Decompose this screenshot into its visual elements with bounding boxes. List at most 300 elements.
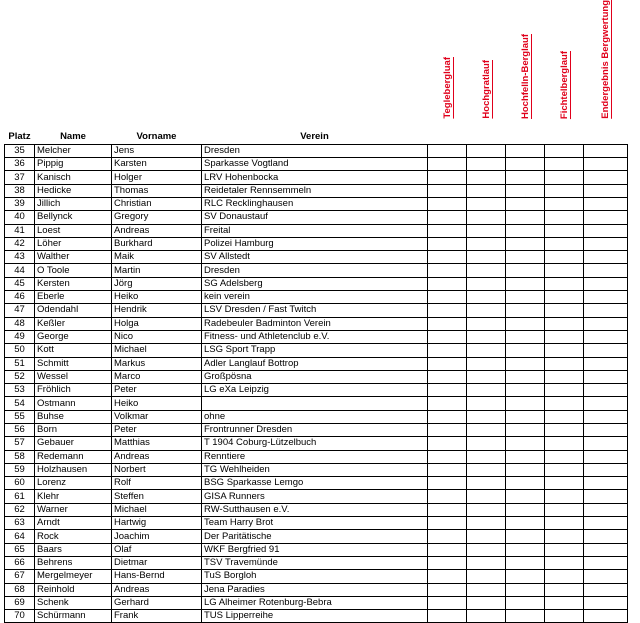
platz-cell: 66 [5,556,35,569]
table-row [5,251,628,264]
table-row [5,277,628,290]
race-result-cell [545,144,584,157]
race-result-cell [506,424,545,437]
race-result-cell [467,370,506,383]
vorname-cell: Martin [112,264,202,277]
race-result-cell [428,384,467,397]
race-result-cell [428,344,467,357]
race-result-cell [506,397,545,410]
name-cell: O Toole [35,264,112,277]
name-cell: Kersten [35,277,112,290]
platz-cell: 55 [5,410,35,423]
race-result-cell [506,530,545,543]
name-cell: Reinhold [35,583,112,596]
vorname-cell: Andreas [112,450,202,463]
race-result-cell [506,330,545,343]
platz-cell: 58 [5,450,35,463]
race-result-cell [584,556,628,569]
race-result-cell [545,570,584,583]
race-result-cell [467,583,506,596]
vorname-cell: Rolf [112,477,202,490]
race-result-cell [545,450,584,463]
verein-cell: Radebeuler Badminton Verein [202,317,428,330]
verein-cell: Renntiere [202,450,428,463]
vorname-cell: Norbert [112,463,202,476]
race-result-cell [467,610,506,623]
race-header-label: Teglebergluaf [441,57,453,119]
race-result-cell [506,596,545,609]
platz-cell: 56 [5,424,35,437]
race-col-spacer [467,123,506,145]
verein-cell: LRV Hohenbocka [202,171,428,184]
race-result-cell [467,144,506,157]
race-result-cell [506,370,545,383]
table-row [5,158,628,171]
race-result-cell [545,397,584,410]
race-result-cell [428,264,467,277]
race-result-cell [545,463,584,476]
race-result-cell [467,410,506,423]
race-result-cell [506,224,545,237]
race-result-cell [506,237,545,250]
table-row [5,424,628,437]
race-result-cell [506,437,545,450]
verein-cell: LG eXa Leipzig [202,384,428,397]
race-result-cell [545,596,584,609]
table-row [5,264,628,277]
race-result-cell [545,530,584,543]
name-cell: Ostmann [35,397,112,410]
platz-cell: 64 [5,530,35,543]
race-result-cell [428,477,467,490]
race-result-cell [428,317,467,330]
verein-cell: SV Donaustauf [202,211,428,224]
race-result-cell [584,503,628,516]
race-result-cell [428,570,467,583]
race-result-cell [428,370,467,383]
platz-cell: 37 [5,171,35,184]
platz-cell: 42 [5,237,35,250]
table-row [5,344,628,357]
table-row [5,197,628,210]
race-result-cell [506,317,545,330]
race-result-cell [428,158,467,171]
race-result-cell [506,556,545,569]
race-header-label: Fichtelberglauf [558,50,570,119]
verein-cell: TSV Travemünde [202,556,428,569]
race-result-cell [545,317,584,330]
race-result-cell [545,197,584,210]
platz-cell: 39 [5,197,35,210]
verein-cell: LSG Sport Trapp [202,344,428,357]
ranking-sheet [4,0,628,623]
race-result-cell [506,171,545,184]
name-cell: Fröhlich [35,384,112,397]
platz-cell: 54 [5,397,35,410]
race-result-cell [584,251,628,264]
race-result-cell [545,211,584,224]
race-result-cell [545,251,584,264]
table-row [5,184,628,197]
race-result-cell [545,224,584,237]
platz-cell: 63 [5,517,35,530]
race-result-cell [584,344,628,357]
verein-cell: kein verein [202,291,428,304]
race-result-cell [506,184,545,197]
race-result-cell [545,330,584,343]
race-result-cell [428,490,467,503]
table-row [5,384,628,397]
race-result-cell [428,211,467,224]
race-result-cell [545,304,584,317]
table-row [5,211,628,224]
name-cell: Kanisch [35,171,112,184]
name-cell: Bellynck [35,211,112,224]
race-result-cell [506,570,545,583]
race-result-cell [428,251,467,264]
race-header [545,0,584,123]
table-row [5,570,628,583]
race-result-cell [506,291,545,304]
race-result-cell [467,517,506,530]
race-result-cell [506,277,545,290]
race-result-cell [584,158,628,171]
platz-cell: 38 [5,184,35,197]
verein-cell: Reidetaler Rennsemmeln [202,184,428,197]
vorname-cell: Heiko [112,291,202,304]
race-result-cell [428,503,467,516]
race-result-cell [506,357,545,370]
name-cell: Hedicke [35,184,112,197]
platz-cell: 51 [5,357,35,370]
race-result-cell [506,264,545,277]
race-result-cell [467,158,506,171]
race-result-cell [545,384,584,397]
table-row [5,477,628,490]
race-result-cell [506,211,545,224]
race-result-cell [428,197,467,210]
race-result-cell [584,463,628,476]
race-header-label: Hochfelln-Berglauf [519,33,531,119]
table-row [5,530,628,543]
vorname-cell: Matthias [112,437,202,450]
race-result-cell [506,463,545,476]
race-result-cell [584,543,628,556]
platz-cell: 52 [5,370,35,383]
race-result-cell [545,171,584,184]
race-result-cell [428,224,467,237]
platz-cell: 40 [5,211,35,224]
ranking-table [4,0,628,623]
platz-cell: 41 [5,224,35,237]
verein-cell: Polizei Hamburg [202,237,428,250]
vorname-cell: Heiko [112,397,202,410]
platz-cell: 45 [5,277,35,290]
race-result-cell [584,397,628,410]
ranking-rows [5,144,628,623]
race-result-cell [584,370,628,383]
table-row [5,463,628,476]
table-row [5,317,628,330]
race-result-cell [584,610,628,623]
table-row [5,397,628,410]
race-result-cell [428,277,467,290]
vorname-cell: Holga [112,317,202,330]
platz-cell: 48 [5,317,35,330]
name-cell: Schenk [35,596,112,609]
verein-cell: TuS Borgloh [202,570,428,583]
name-cell: Odendahl [35,304,112,317]
race-result-cell [428,437,467,450]
vorname-cell: Steffen [112,490,202,503]
race-result-cell [467,477,506,490]
race-result-cell [428,530,467,543]
race-result-cell [467,530,506,543]
race-result-cell [467,397,506,410]
verein-cell [202,397,428,410]
name-cell: Holzhausen [35,463,112,476]
verein-cell: Frontrunner Dresden [202,424,428,437]
race-result-cell [428,450,467,463]
race-result-cell [584,437,628,450]
verein-cell: Dresden [202,264,428,277]
race-result-cell [428,144,467,157]
race-result-cell [506,384,545,397]
vorname-header: Vorname [136,130,177,142]
name-cell: Walther [35,251,112,264]
vorname-cell: Gregory [112,211,202,224]
table-row [5,450,628,463]
race-col-spacer [584,123,628,145]
platz-cell: 44 [5,264,35,277]
race-result-cell [545,503,584,516]
vorname-cell: Michael [112,503,202,516]
race-result-cell [467,277,506,290]
race-result-cell [545,490,584,503]
race-result-cell [467,304,506,317]
verein-cell: LSV Dresden / Fast Twitch [202,304,428,317]
table-row [5,437,628,450]
name-cell: Warner [35,503,112,516]
race-result-cell [584,384,628,397]
race-col-spacer [545,123,584,145]
name-cell: Baars [35,543,112,556]
race-result-cell [428,583,467,596]
race-result-cell [506,503,545,516]
verein-cell: Adler Langlauf Bottrop [202,357,428,370]
table-row [5,583,628,596]
race-result-cell [584,517,628,530]
header-spacer [5,0,428,123]
race-result-cell [506,543,545,556]
platz-cell: 60 [5,477,35,490]
vorname-cell: Frank [112,610,202,623]
verein-cell: Fitness- und Athletenclub e.V. [202,330,428,343]
platz-cell: 61 [5,490,35,503]
vorname-cell: Hans-Bernd [112,570,202,583]
name-cell: Lorenz [35,477,112,490]
race-result-cell [428,291,467,304]
race-result-cell [545,370,584,383]
race-result-cell [584,530,628,543]
vorname-cell: Olaf [112,543,202,556]
race-result-cell [467,596,506,609]
race-result-cell [545,410,584,423]
race-result-cell [428,610,467,623]
verein-cell: Großpösna [202,370,428,383]
race-result-cell [506,158,545,171]
race-result-cell [584,224,628,237]
race-result-cell [584,211,628,224]
race-result-cell [467,211,506,224]
race-result-cell [467,264,506,277]
table-row [5,330,628,343]
race-result-cell [545,556,584,569]
vorname-cell: Michael [112,344,202,357]
verein-cell: Freital [202,224,428,237]
race-result-cell [467,224,506,237]
race-result-cell [506,490,545,503]
race-result-cell [428,304,467,317]
name-cell: Kott [35,344,112,357]
race-result-cell [545,424,584,437]
vorname-cell: Burkhard [112,237,202,250]
race-result-cell [545,277,584,290]
verein-cell: T 1904 Coburg-Lützelbuch [202,437,428,450]
race-result-cell [428,357,467,370]
platz-cell: 35 [5,144,35,157]
platz-cell: 68 [5,583,35,596]
race-result-cell [584,144,628,157]
race-result-cell [428,543,467,556]
vorname-cell: Jens [112,144,202,157]
verein-cell: ohne [202,410,428,423]
race-result-cell [428,424,467,437]
vorname-cell: Gerhard [112,596,202,609]
race-result-cell [584,477,628,490]
race-result-cell [467,344,506,357]
race-result-cell [584,410,628,423]
table-row [5,556,628,569]
name-cell: Schürmann [35,610,112,623]
verein-cell: Der Paritätische [202,530,428,543]
race-result-cell [506,583,545,596]
table-row [5,370,628,383]
race-col-spacer [428,123,467,145]
race-result-cell [584,317,628,330]
race-result-cell [506,410,545,423]
race-result-cell [467,171,506,184]
race-result-cell [584,197,628,210]
race-result-cell [467,437,506,450]
race-result-cell [428,556,467,569]
race-result-cell [467,197,506,210]
name-cell: Melcher [35,144,112,157]
race-result-cell [467,357,506,370]
table-row [5,543,628,556]
name-cell: Rock [35,530,112,543]
race-result-cell [584,171,628,184]
vorname-cell: Markus [112,357,202,370]
name-cell: Loest [35,224,112,237]
vorname-cell: Thomas [112,184,202,197]
table-row [5,171,628,184]
platz-cell: 49 [5,330,35,343]
verein-cell: RLC Recklinghausen [202,197,428,210]
race-col-spacer [506,123,545,145]
race-result-cell [584,450,628,463]
race-result-cell [545,610,584,623]
name-cell: Pippig [35,158,112,171]
race-result-cell [467,503,506,516]
platz-cell: 36 [5,158,35,171]
vorname-cell: Christian [112,197,202,210]
race-result-cell [545,291,584,304]
race-result-cell [584,424,628,437]
race-result-cell [584,237,628,250]
verein-cell: SV Allstedt [202,251,428,264]
verein-cell: WKF Bergfried 91 [202,543,428,556]
name-cell: Schmitt [35,357,112,370]
race-result-cell [467,184,506,197]
race-result-cell [584,570,628,583]
platz-cell: 59 [5,463,35,476]
verein-cell: Sparkasse Vogtland [202,158,428,171]
race-result-cell [467,450,506,463]
name-cell: Born [35,424,112,437]
race-result-cell [545,543,584,556]
name-cell: Jillich [35,197,112,210]
race-result-cell [545,477,584,490]
race-result-cell [506,344,545,357]
race-result-cell [428,463,467,476]
name-cell: Mergelmeyer [35,570,112,583]
table-row [5,291,628,304]
verein-cell: RW-Sutthausen e.V. [202,503,428,516]
verein-cell: Jena Paradies [202,583,428,596]
vorname-cell: Maik [112,251,202,264]
table-row [5,144,628,157]
platz-header: Platz [8,130,31,142]
race-result-cell [584,184,628,197]
race-header [467,0,506,123]
platz-cell: 57 [5,437,35,450]
verein-cell: TUS Lipperreihe [202,610,428,623]
name-cell: Behrens [35,556,112,569]
platz-cell: 50 [5,344,35,357]
race-result-cell [584,330,628,343]
platz-cell: 69 [5,596,35,609]
race-result-cell [506,450,545,463]
race-result-cell [545,264,584,277]
table-row [5,596,628,609]
vorname-cell: Hartwig [112,517,202,530]
name-header: Name [60,130,86,142]
race-result-cell [545,437,584,450]
table-row [5,410,628,423]
platz-cell: 67 [5,570,35,583]
race-result-cell [467,424,506,437]
race-result-cell [467,463,506,476]
race-result-cell [506,517,545,530]
race-result-cell [584,583,628,596]
name-cell: Arndt [35,517,112,530]
race-header [506,0,545,123]
name-cell: Eberle [35,291,112,304]
race-result-cell [428,330,467,343]
verein-cell: SG Adelsberg [202,277,428,290]
vorname-cell: Peter [112,384,202,397]
